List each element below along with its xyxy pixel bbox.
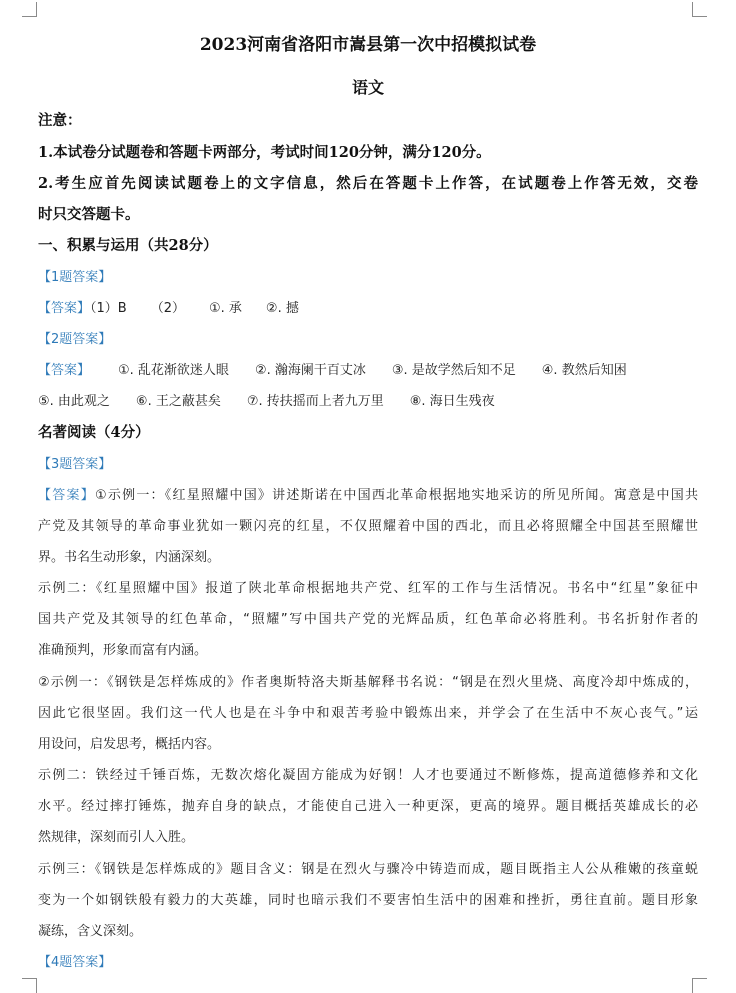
q2-item-4: ④. 教然后知困 (541, 363, 627, 378)
q3-line-4: 示例二：《红星照耀中国》报道了陕北革命根据地共产党、红军的工作与生活情况。书名中“红星”象征中 (38, 581, 698, 596)
q3-line-5: 国共产党及其领导的红色革命，“照耀”写中国共产党的光辉品质，红色革命必将胜利。书名折射作者的 (38, 612, 698, 627)
q2-answer-row-2 (38, 390, 698, 409)
q3-line-14: 变为一个如钢铁般有毅力的大英雄，同时也暗示我们不要害怕生活中的困难和挫折，勇往直前。题目形象 (38, 893, 698, 908)
q2-answer-row-1 (38, 359, 698, 378)
q2-item-7: ⑦. 抟扶摇而上者九万里 (246, 394, 384, 409)
q3-line-13: 示例三：《钢铁是怎样炼成的》题目含义：钢是在烈火与骤冷中铸造而成，题目既指主人公从稚嫩的孩童蜕 (38, 862, 698, 877)
q2-item-8: ⑧. 海日生残夜 (409, 394, 495, 409)
q2-tag: 【2题答案】 (38, 332, 112, 347)
q1-part-3: ①. 承 (209, 301, 242, 316)
q3-line-15: 凝练，含义深刻。 (38, 924, 143, 939)
q3-line-7: ②示例一：《钢铁是怎样炼成的》作者奥斯特洛夫斯基解释书名说：“钢是在烈火里烧、高度冷却中炼成的， (38, 675, 698, 690)
crop-mark-top-left (22, 2, 37, 17)
crop-mark-bottom-left (22, 978, 37, 993)
q3-line-12: 然规律，深刻而引人入胜。 (38, 830, 195, 845)
crop-mark-top-right (692, 2, 707, 17)
section-1-heading: 一、积累与运用（共28分） (38, 237, 218, 254)
exam-title: 2023河南省洛阳市嵩县第一次中招模拟试卷 (199, 35, 537, 55)
notice-item-1: 1.本试卷分试题卷和答题卡两部分，考试时间120分钟，满分120分。 (38, 144, 491, 161)
q3-line-10: 示例二：铁经过千锤百炼，无数次熔化凝固方能成为好钢！人才也要通过不断修炼，提高道德修养和文化 (38, 768, 698, 783)
q3-line-11: 水平。经过摔打锤炼，抛弃自身的缺点，才能使自己进入一种更深，更高的境界。题目概括英雄成长的必 (38, 799, 698, 814)
q1-part-4: ②. 撼 (265, 301, 299, 316)
q3-line-1 (38, 484, 698, 503)
q4-tag: 【4题答案】 (38, 955, 112, 970)
q1-part-1: （1）B (90, 301, 127, 316)
q1-answer-tag: 【答案】 (38, 301, 91, 316)
q1-answer (38, 297, 698, 316)
q3-line-2: 产党及其领导的革命事业犹如一颗闪亮的红星，不仅照耀着中国的西北，而且必将照耀全中国甚至照耀世 (38, 519, 698, 534)
notice-item-2-line-1: 2.考生应首先阅读试题卷上的文字信息，然后在答题卡上作答，在试题卷上作答无效，交卷 (38, 175, 698, 192)
q2-answer-tag: 【答案】 (38, 363, 91, 378)
q3-line-1-text: ①示例一：《红星照耀中国》讲述斯诺在中国西北革命根据地实地采访的所见所闻。寓意是中国共 (94, 488, 698, 503)
q3-line-6: 准确预判，形象而富有内涵。 (38, 643, 208, 658)
section-2-heading: 名著阅读（4分） (38, 424, 150, 441)
q3-answer-tag: 【答案】 (38, 488, 95, 503)
q3-tag: 【3题答案】 (38, 457, 112, 472)
q2-item-2: ②. 瀚海阑干百丈冰 (254, 363, 366, 378)
q2-item-3: ③. 是故学然后知不足 (391, 363, 516, 378)
notice-item-2-line-2: 时只交答题卡。 (38, 206, 140, 223)
q1-tag: 【1题答案】 (38, 270, 112, 285)
q2-item-1: ①. 乱花渐欲迷人眼 (118, 363, 229, 378)
q3-line-9: 用设问，启发思考，概括内容。 (38, 737, 221, 752)
q1-part-2: （2） (150, 301, 185, 316)
q2-item-5: ⑤. 由此观之 (38, 394, 110, 409)
notice-label: 注意： (38, 112, 82, 129)
crop-mark-bottom-right (692, 978, 707, 993)
q3-line-8: 因此它很坚固。我们这一代人也是在斗争中和艰苦考验中锻炼出来，并学会了在生活中不灰心丧气。”运 (38, 706, 698, 721)
q2-item-6: ⑥. 王之蔽甚矣 (135, 394, 221, 409)
q3-line-3: 界。书名生动形象，内涵深刻。 (38, 550, 221, 565)
exam-subject: 语文 (351, 78, 384, 97)
